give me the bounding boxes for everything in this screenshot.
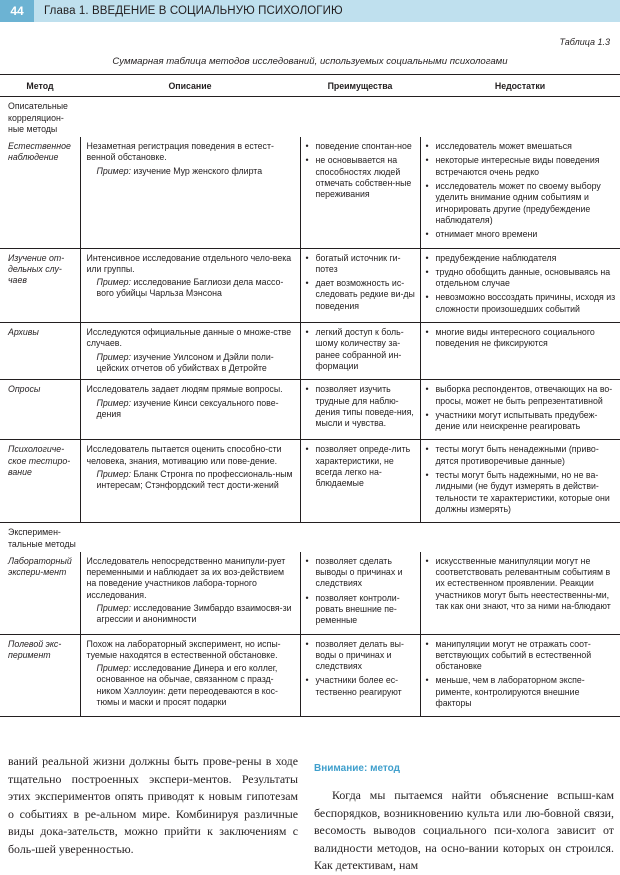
advantage-item: • позволяет опреде-лить характеристики, не всегда легко на-блюдаемые <box>305 444 416 489</box>
description-text: Исследуются официальные данные о множе-стве случаев. <box>86 327 292 349</box>
advantages-list <box>305 556 416 627</box>
advantage-item: • легкий доступ к боль-шому количеству за-ранее собранной ин-формации <box>305 327 416 372</box>
example-label: Пример: <box>96 277 131 288</box>
example-text: изучение Кинси сексуального пове-дения <box>96 397 279 419</box>
description-cell <box>80 137 300 248</box>
disadvantages-list <box>425 384 617 432</box>
body-text-right <box>314 787 614 875</box>
disadvantages-list <box>425 253 617 315</box>
advantages-list <box>305 384 416 429</box>
example <box>87 166 296 177</box>
advantages-list <box>305 639 416 698</box>
column-header-method: Метод <box>0 75 80 97</box>
description-text: Исследователь непосредственно манипули-рует переменными и наблюдает за их воз-действием на поведение участников лабора-торного исследования. <box>86 555 286 600</box>
example <box>87 352 296 375</box>
column-header-advantages: Преимущества <box>300 75 420 97</box>
disadvantage-item: • тесты могут быть ненадежными (приво-дятся противоречивые данные) <box>425 444 617 467</box>
disadvantage-item: • искусственные манипуляции могут не соответствовать релевантным событиям в их естественном проявлении. Реакции участников могут быть неестественны-ми, так как они знают, что за ними на-блюдают <box>425 556 617 612</box>
disadvantages-cell <box>420 248 620 322</box>
description-cell <box>80 552 300 634</box>
advantage-item: • не основывается на способностях людей отмечать собствен-ные переживания <box>305 155 416 200</box>
example-label: Пример: <box>96 663 131 674</box>
table-label: Таблица 1.3 <box>559 37 610 47</box>
method-cell: Естественное наблюдение <box>0 137 80 248</box>
disadvantages-list <box>425 141 617 240</box>
body-text-right-content: Когда мы пытаемся найти объяснение вспыш-кам беспорядков, возникновению культа или лю-бовной связи, весомость выводов социального пси-холога зависит от валидности методов, на осно-вании которых он строился. Как детективам, нам <box>314 788 614 873</box>
method-cell: Полевой экс-перимент <box>0 634 80 717</box>
table-row <box>0 552 620 634</box>
disadvantage-item: • участники могут испытывать предубеж-дение или неискренне реагировать <box>425 410 617 433</box>
example-label: Пример: <box>96 602 131 613</box>
description-cell <box>80 634 300 717</box>
advantage-item: • позволяет делать вы-воды о причинах и следствиях <box>305 639 416 673</box>
advantages-cell <box>300 380 420 440</box>
disadvantage-item: • исследователь может вмешаться <box>425 141 617 152</box>
table-row <box>0 323 620 380</box>
advantages-cell <box>300 248 420 322</box>
disadvantage-item: • манипуляции могут не отражать соот-ветствующих событий в естественной обстановке <box>425 639 617 673</box>
example-text: исследование Баглиози дела массо-вого убийцы Чарльза Мэнсона <box>96 277 284 299</box>
disadvantage-item: • выборка респондентов, отвечающих на во-просы, может не быть репрезентативной <box>425 384 617 407</box>
method-cell: Лабораторный экспери-мент <box>0 552 80 634</box>
table-row <box>0 380 620 440</box>
example <box>87 603 296 626</box>
disadvantages-list <box>425 639 617 710</box>
advantage-item: • позволяет изучить трудные для наблю-дения типы поведе-ния, мысли и чувства. <box>305 384 416 429</box>
method-cell: Опросы <box>0 380 80 440</box>
description-text: Интенсивное исследование отдельного чело-века или группы. <box>86 252 292 274</box>
description-cell <box>80 248 300 322</box>
example-text: исследование Зимбардо взаимосвя-зи агрессии и анонимности <box>96 602 292 625</box>
description-text: Исследователь задает людям прямые вопросы. <box>86 384 283 395</box>
page-number: 44 <box>0 0 34 22</box>
table-row <box>0 248 620 322</box>
advantage-item: • богатый источник ги-потез <box>305 253 416 276</box>
advantages-cell <box>300 634 420 717</box>
body-text-left: ваний реальной жизни должны быть прове-рены в ходе тщательно построенных экспери-ментов. Результаты этих экспериментов опять приводят к новым гипотезам о событиях в ре-альном мире. Комбинируя различные виды дока-зательств, можно прийти к заключениям с боль-шей уверенностью. <box>8 754 298 856</box>
example <box>87 277 296 300</box>
table-row <box>0 440 620 523</box>
description-cell <box>80 440 300 523</box>
example-text: изучение Мур женского флирта <box>133 165 263 176</box>
example-text: исследование Динера и его коллег, основанное на обычае, связанном с празд-ником Хэллоуин: дети переодеваются в кос-тюмы и маски и просят подарки <box>96 663 278 708</box>
example-label: Пример: <box>96 397 131 408</box>
disadvantages-cell <box>420 380 620 440</box>
table-header-row <box>0 75 620 97</box>
example-text: изучение Уилсоном и Дэйли поли-цейских отчетов об убийствах в Детройте <box>96 351 274 373</box>
advantages-list <box>305 327 416 372</box>
group-label-experimental: Эксперимен-тальные методы <box>8 527 76 549</box>
disadvantage-item: • отнимает много времени <box>425 229 617 240</box>
advantages-cell <box>300 440 420 523</box>
disadvantages-cell <box>420 552 620 634</box>
disadvantage-item: • исследователь может по своему выбору уделить внимание одним событиям и игнорировать другие (предубеждение наблюдателя) <box>425 181 617 226</box>
advantages-list <box>305 444 416 489</box>
disadvantage-item: • некоторые интересные виды поведения встречаются очень редко <box>425 155 617 178</box>
example <box>87 469 296 492</box>
advantage-item: • участники более ес-тественно реагируют <box>305 675 416 698</box>
methods-table <box>0 74 620 717</box>
advantage-item: • позволяет сделать выводы о причинах и следствиях <box>305 556 416 590</box>
running-header <box>0 0 620 22</box>
group-label-descriptive: Описательные корреляцион-ные методы <box>8 101 68 134</box>
disadvantage-item: • невозможно воссоздать причины, исходя из сложности произошедших событий <box>425 292 617 315</box>
method-cell: Психологиче-ское тестиро-вание <box>0 440 80 523</box>
disadvantages-cell <box>420 137 620 248</box>
method-cell: Архивы <box>0 323 80 380</box>
column-header-description: Описание <box>80 75 300 97</box>
advantage-item: • позволяет контроли-ровать внешние пе-ременные <box>305 593 416 627</box>
description-cell <box>80 380 300 440</box>
advantages-list <box>305 253 416 312</box>
chapter-title: Глава 1. ВВЕДЕНИЕ В СОЦИАЛЬНУЮ ПСИХОЛОГИЮ <box>44 5 343 17</box>
example-text: Бланк Стронга по профессиональ-ным интересам; Стэнфордский тест дости-жений <box>96 469 293 491</box>
example <box>87 663 296 708</box>
column-header-disadvantages: Недостатки <box>420 75 620 97</box>
disadvantage-item: • меньше, чем в лабораторном экспе-рименте, контролируются внешние факторы <box>425 675 617 709</box>
example-label: Пример: <box>96 165 131 176</box>
example-label: Пример: <box>96 469 131 480</box>
example <box>87 398 296 421</box>
table-caption: Суммарная таблица методов исследований, используемых социальными психологами <box>112 56 508 67</box>
table-body <box>0 97 620 717</box>
advantage-item: • дает возможность ис-следовать редкие ви-ды поведения <box>305 278 416 312</box>
disadvantage-item: • трудно обобщить данные, основываясь на отдельном случае <box>425 267 617 290</box>
advantage-item: • поведение спонтан-ное <box>305 141 416 152</box>
disadvantages-list <box>425 327 617 350</box>
table-row <box>0 137 620 248</box>
advantages-list <box>305 141 416 200</box>
disadvantages-list <box>425 444 617 515</box>
advantages-cell <box>300 323 420 380</box>
description-text: Исследователь пытается оценить способно-сти человека, знания, мотивацию или пове-дение. <box>86 444 282 466</box>
group-row-experimental <box>0 523 620 552</box>
attention-heading: Внимание: метод <box>314 763 401 774</box>
description-text: Похож на лабораторный эксперимент, но испы-туемые находятся в естественной обстановке. <box>86 638 281 660</box>
advantages-cell <box>300 137 420 248</box>
disadvantages-cell <box>420 440 620 523</box>
disadvantage-item: • предубеждение наблюдателя <box>425 253 617 264</box>
disadvantage-item: • многие виды интересного социального поведения не фиксируются <box>425 327 617 350</box>
disadvantages-cell <box>420 323 620 380</box>
table-row <box>0 634 620 717</box>
disadvantages-list <box>425 556 617 612</box>
method-cell: Изучение от-дельных слу-чаев <box>0 248 80 322</box>
disadvantages-cell <box>420 634 620 717</box>
example-label: Пример: <box>96 351 131 362</box>
description-cell <box>80 323 300 380</box>
group-row-descriptive <box>0 97 620 137</box>
disadvantage-item: • тесты могут быть надежными, но не ва-лидными (не будут измерять в действи-тельности те характеристики, которые они должны измерять) <box>425 470 617 515</box>
advantages-cell <box>300 552 420 634</box>
description-text: Незаметная регистрация поведения в естест-венной обстановке. <box>86 141 274 163</box>
